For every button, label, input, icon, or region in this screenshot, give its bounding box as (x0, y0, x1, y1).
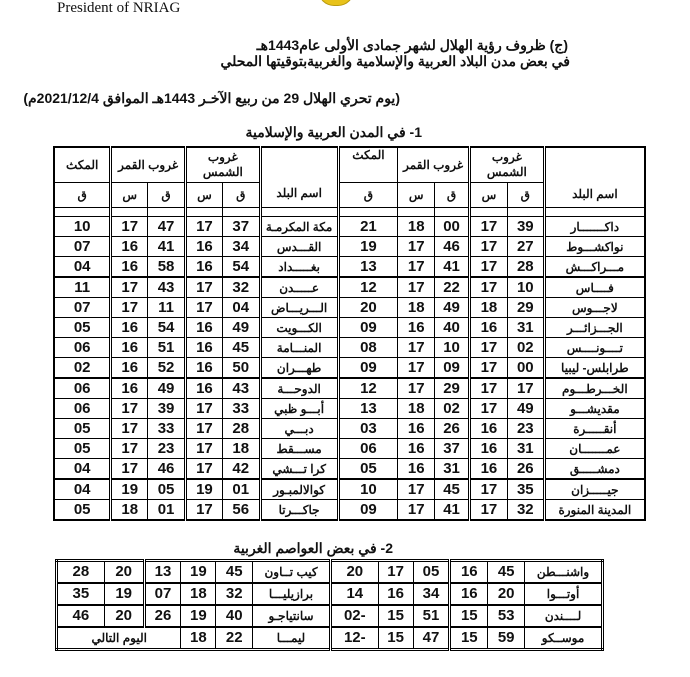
moonset-header: غروب القمر (111, 147, 186, 183)
hour-header: س (185, 183, 222, 208)
sunset-hour-cell: 17 (470, 257, 508, 278)
sunset-minute-cell: 32 (507, 500, 544, 521)
moonset-minute-cell: 47 (148, 217, 186, 237)
sunset-hour-cell: 16 (185, 338, 222, 358)
moonset-hour-cell: 16 (111, 237, 148, 257)
moonset-hour-cell: 19 (111, 479, 148, 500)
moonset-hour-cell: 17 (398, 338, 435, 358)
city-name-cell: الـــريـــاض (260, 298, 338, 318)
city-name-cell: موســكو (525, 627, 603, 650)
moonset-minute-cell: 45 (435, 479, 470, 500)
sunset-minute-cell: 31 (507, 318, 544, 338)
moonset-hour-cell: 17 (111, 217, 148, 237)
hour-header: س (398, 183, 435, 208)
moonset-hour-cell: 17 (398, 378, 435, 399)
sunset-hour-cell: 17 (185, 277, 222, 298)
moonset-hour-cell: 16 (398, 419, 435, 439)
sunset-hour-cell: 16 (185, 237, 222, 257)
sunset-hour-cell: 17 (185, 500, 222, 521)
moon-lag-cell: 05 (338, 459, 398, 480)
sunset-header: غروب الشمس (185, 147, 260, 183)
moon-lag-cell: 03 (338, 419, 398, 439)
city-name-cell: واشنـــطن (525, 561, 603, 584)
sunset-hour-cell: 17 (470, 479, 508, 500)
sunset-minute-cell: 59 (488, 627, 525, 650)
table-row (54, 257, 645, 278)
empty-cell (470, 208, 508, 217)
table-row (54, 378, 645, 399)
moonset-minute-cell: 01 (148, 500, 186, 521)
city-name-cell: مـــراكـــش (544, 257, 645, 278)
western-capitals-table (55, 559, 604, 651)
empty-cell (222, 208, 260, 217)
moonset-hour-cell: 18 (398, 217, 435, 237)
moonset-hour-cell: 15 (378, 605, 413, 627)
sunset-minute-cell: 54 (222, 257, 260, 278)
empty-cell (185, 208, 222, 217)
moonset-minute-cell: 05 (413, 561, 450, 584)
sunset-minute-cell: 37 (222, 217, 260, 237)
moonset-hour-cell: 17 (398, 257, 435, 278)
moonset-minute-cell: 41 (148, 237, 186, 257)
moonset-minute-cell: 37 (435, 439, 470, 459)
moonset-hour-cell: 17 (111, 399, 148, 419)
sunset-minute-cell: 53 (488, 605, 525, 627)
sunset-hour-cell: 19 (181, 561, 216, 584)
city-name-cell: لاجـــوس (544, 298, 645, 318)
nriag-emblem-icon (318, 0, 354, 6)
city-name-cell: بغـــــداد (260, 257, 338, 278)
moonset-hour-cell: 17 (111, 419, 148, 439)
moon-lag-cell: 06 (338, 439, 398, 459)
city-name-cell: عـــــدن (260, 277, 338, 298)
empty-cell (507, 208, 544, 217)
sunset-hour-cell: 18 (181, 627, 216, 650)
sunset-hour-cell: 16 (470, 419, 508, 439)
moonset-hour-cell: 20 (104, 561, 144, 584)
table-row (54, 237, 645, 257)
sunset-minute-cell: 04 (222, 298, 260, 318)
sunset-minute-cell: 27 (507, 237, 544, 257)
moonset-minute-cell: 54 (148, 318, 186, 338)
moonset-hour-cell: 19 (104, 583, 144, 605)
hour-header: س (111, 183, 148, 208)
sunset-hour-cell: 16 (185, 358, 222, 379)
sunset-hour-cell: 16 (470, 318, 508, 338)
sunset-minute-cell: 10 (507, 277, 544, 298)
sunset-minute-cell: 39 (507, 217, 544, 237)
moonset-minute-cell: 31 (435, 459, 470, 480)
moonset-hour-cell: 18 (398, 399, 435, 419)
sunset-hour-cell: 16 (185, 257, 222, 278)
moonset-hour-cell: 16 (111, 338, 148, 358)
moon-lag-cell: 08 (338, 338, 398, 358)
moon-lag-cell: 05 (54, 439, 111, 459)
hour-header: س (470, 183, 508, 208)
sunset-hour-cell: 17 (185, 419, 222, 439)
moonset-minute-cell: 47 (413, 627, 450, 650)
city-name-cell: دبـــي (260, 419, 338, 439)
document-title: (ج) ظروف رؤية الهلال لشهر جمادى الأولى عام1443هـ (256, 37, 568, 53)
empty-cell (338, 208, 398, 217)
moonset-minute-cell: 41 (435, 500, 470, 521)
sunset-minute-cell: 17 (507, 378, 544, 399)
moon-lag-cell: 12 (338, 378, 398, 399)
sunset-hour-cell: 18 (181, 583, 216, 605)
sunset-minute-cell: 26 (507, 459, 544, 480)
moonset-minute-cell: 49 (435, 298, 470, 318)
sunset-minute-cell: 18 (222, 439, 260, 459)
sunset-minute-cell: 50 (222, 358, 260, 379)
moon-lag-cell: 06 (54, 399, 111, 419)
observation-date-line: (يوم تحري الهلال 29 من ربيع الآخـر 1443هـ الموافق 2021/12/4م) (23, 90, 400, 106)
table-row (54, 500, 645, 521)
moonset-minute-cell: 10 (435, 338, 470, 358)
empty-cell (435, 208, 470, 217)
moonset-minute-cell: 26 (435, 419, 470, 439)
sunset-minute-cell: 49 (507, 399, 544, 419)
city-name-cell: الدوحـــة (260, 378, 338, 399)
moon-lag-cell: 21 (338, 217, 398, 237)
city-name-cell: القـــدس (260, 237, 338, 257)
next-day-note: اليوم التالي (57, 627, 181, 650)
city-name-cell: كوالالمبـور (260, 479, 338, 500)
sunset-hour-cell: 17 (470, 338, 508, 358)
sunset-minute-cell: 22 (216, 627, 253, 650)
sunset-minute-cell: 43 (222, 378, 260, 399)
moonset-header: غروب القمر (398, 147, 470, 183)
moonset-hour-cell: 17 (398, 500, 435, 521)
moonset-hour-cell: 17 (111, 277, 148, 298)
section2-heading: 2- في بعض العواصم الغربية (233, 540, 393, 556)
sunset-minute-cell: 31 (507, 439, 544, 459)
moonset-minute-cell: 46 (148, 459, 186, 480)
moon-lag-cell: 09 (338, 318, 398, 338)
city-header: اسم البلد (260, 147, 338, 208)
city-name-cell: مقديشـــو (544, 399, 645, 419)
sunset-minute-cell: 49 (222, 318, 260, 338)
sunset-hour-cell: 15 (450, 627, 488, 650)
moonset-hour-cell: 17 (398, 237, 435, 257)
moonset-hour-cell: 16 (398, 459, 435, 480)
sunset-minute-cell: 45 (222, 338, 260, 358)
moonset-hour-cell: 17 (398, 277, 435, 298)
moonset-minute-cell: 23 (148, 439, 186, 459)
city-name-cell: كرا تـــشي (260, 459, 338, 480)
moonset-hour-cell: 16 (111, 358, 148, 379)
moon-lag-cell: 13 (338, 399, 398, 419)
moon-lag-cell: 20 (330, 561, 378, 584)
city-name-cell: مســـقط (260, 439, 338, 459)
moon-lag-cell: 11 (54, 277, 111, 298)
moonset-minute-cell: 49 (148, 378, 186, 399)
moonset-minute-cell: 07 (144, 583, 181, 605)
minute-header: ق (54, 183, 111, 208)
sunset-hour-cell: 19 (185, 479, 222, 500)
table-row (54, 318, 645, 338)
city-name-cell: عمـــــــان (544, 439, 645, 459)
moon-lag-cell: 04 (54, 459, 111, 480)
table-row (57, 627, 603, 650)
table-row (57, 561, 603, 584)
table-row (57, 605, 603, 627)
city-name-cell: دمشـــــق (544, 459, 645, 480)
sunset-hour-cell: 16 (470, 439, 508, 459)
city-name-cell: الخـــرطـــوم (544, 378, 645, 399)
city-name-cell: أنقـــــرة (544, 419, 645, 439)
moonset-hour-cell: 16 (398, 318, 435, 338)
sunset-hour-cell: 17 (470, 237, 508, 257)
sunset-minute-cell: 23 (507, 419, 544, 439)
moon-lag-cell: 04 (54, 257, 111, 278)
moon-lag-cell: 14 (330, 583, 378, 605)
city-header: اسم البلد (544, 183, 645, 208)
moonset-minute-cell: 22 (435, 277, 470, 298)
moon-lag-cell: 12 (338, 277, 398, 298)
moon-lag-cell: 05 (54, 419, 111, 439)
moon-lag-cell: 13 (338, 257, 398, 278)
sunset-minute-cell: 42 (222, 459, 260, 480)
moonset-hour-cell: 16 (111, 257, 148, 278)
city-name-cell: تــــونــــس (544, 338, 645, 358)
sunset-minute-cell: 34 (222, 237, 260, 257)
moonset-minute-cell: 43 (148, 277, 186, 298)
president-caption: President of NRIAG (57, 0, 181, 16)
moon-lag-cell: 05 (54, 500, 111, 521)
table-row (54, 439, 645, 459)
sunset-minute-cell: 33 (222, 399, 260, 419)
moonset-minute-cell: 34 (413, 583, 450, 605)
moonset-minute-cell: 29 (435, 378, 470, 399)
sunset-hour-cell: 16 (185, 318, 222, 338)
moonset-hour-cell: 16 (111, 378, 148, 399)
sunset-hour-cell: 17 (470, 500, 508, 521)
city-name-cell: لــــندن (525, 605, 603, 627)
city-name-cell: داكـــــــار (544, 217, 645, 237)
moonset-minute-cell: 46 (435, 237, 470, 257)
moonset-minute-cell: 40 (435, 318, 470, 338)
moon-lag-cell: 10 (338, 479, 398, 500)
moonset-minute-cell: 41 (435, 257, 470, 278)
sunset-hour-cell: 16 (185, 378, 222, 399)
sunset-hour-cell: 16 (470, 459, 508, 480)
table-row (54, 419, 645, 439)
city-name-cell: نواكشـــوط (544, 237, 645, 257)
moonset-hour-cell: 20 (104, 605, 144, 627)
sunset-minute-cell: 00 (507, 358, 544, 379)
moonset-minute-cell: 52 (148, 358, 186, 379)
sunset-hour-cell: 17 (185, 459, 222, 480)
minute-header: ق (222, 183, 260, 208)
lag-header: المكث (54, 147, 111, 183)
sunset-minute-cell: 20 (488, 583, 525, 605)
table-header-row (54, 147, 645, 183)
sunset-minute-cell: 45 (488, 561, 525, 584)
city-name-cell: جاكـــرتا (260, 500, 338, 521)
moonset-minute-cell: 05 (148, 479, 186, 500)
moon-lag-cell: 04 (54, 479, 111, 500)
table-row (54, 459, 645, 480)
table-row (54, 217, 645, 237)
city-name-cell: جيـــــزان (544, 479, 645, 500)
minute-header: ق (507, 183, 544, 208)
sunset-hour-cell: 17 (185, 439, 222, 459)
arab-islamic-cities-table (53, 146, 646, 521)
minute-header: ق (148, 183, 186, 208)
empty-cell (544, 208, 645, 217)
moon-lag-cell: 20 (338, 298, 398, 318)
moonset-hour-cell: 16 (111, 318, 148, 338)
sunset-hour-cell: 17 (185, 399, 222, 419)
sunset-minute-cell: 28 (507, 257, 544, 278)
section1-heading: 1- في المدن العربية والإسلامية (245, 124, 422, 140)
moon-lag-cell: 05 (54, 318, 111, 338)
sunset-hour-cell: 17 (185, 217, 222, 237)
sunset-minute-cell: 45 (216, 561, 253, 584)
table-row (54, 298, 645, 318)
sunset-minute-cell: 32 (222, 277, 260, 298)
moon-lag-cell: 07 (54, 237, 111, 257)
city-name-cell: طهـــران (260, 358, 338, 379)
moon-lag-cell: 28 (57, 561, 105, 584)
moonset-hour-cell: 16 (378, 583, 413, 605)
city-name-cell: طرابلس- ليبيا (544, 358, 645, 379)
city-name-cell: الجـــزائـــر (544, 318, 645, 338)
table-row (54, 277, 645, 298)
moon-lag-cell: 10 (54, 217, 111, 237)
moonset-minute-cell: 09 (435, 358, 470, 379)
sunset-hour-cell: 17 (470, 378, 508, 399)
moon-lag-cell: 06 (54, 378, 111, 399)
table-row (54, 358, 645, 379)
moonset-hour-cell: 17 (111, 298, 148, 318)
moonset-minute-cell: 51 (413, 605, 450, 627)
table-row (54, 338, 645, 358)
sunset-hour-cell: 17 (470, 399, 508, 419)
moon-lag-cell: 46 (57, 605, 105, 627)
moonset-hour-cell: 17 (398, 358, 435, 379)
moonset-minute-cell: 33 (148, 419, 186, 439)
spacer-row (54, 208, 645, 217)
moonset-hour-cell: 18 (111, 500, 148, 521)
moonset-minute-cell: 51 (148, 338, 186, 358)
city-name-cell: المنـــامة (260, 338, 338, 358)
moon-lag-cell: 09 (338, 500, 398, 521)
city-name-cell: كيب تــاون (253, 561, 331, 584)
sunset-hour-cell: 17 (470, 358, 508, 379)
city-name-cell: أبـــو ظبي (260, 399, 338, 419)
city-name-cell: أوتـــوا (525, 583, 603, 605)
moon-lag-cell: 02- (330, 605, 378, 627)
sunset-hour-cell: 19 (181, 605, 216, 627)
sunset-minute-cell: 56 (222, 500, 260, 521)
empty-cell (260, 208, 338, 217)
city-name-cell: المدينة المنورة (544, 500, 645, 521)
sunset-hour-cell: 16 (450, 583, 488, 605)
table-subheader-row (54, 183, 645, 208)
city-name-cell: برازيليـــا (253, 583, 331, 605)
sunset-minute-cell: 32 (216, 583, 253, 605)
sunset-hour-cell: 17 (470, 277, 508, 298)
moonset-hour-cell: 16 (398, 439, 435, 459)
moon-lag-cell: 02 (54, 358, 111, 379)
table-row (54, 479, 645, 500)
sunset-hour-cell: 17 (185, 298, 222, 318)
city-name-cell: سانتياجـو (253, 605, 331, 627)
moonset-hour-cell: 17 (398, 479, 435, 500)
moonset-hour-cell: 15 (378, 627, 413, 650)
empty-cell (148, 208, 186, 217)
moonset-hour-cell: 18 (398, 298, 435, 318)
sunset-hour-cell: 18 (470, 298, 508, 318)
empty-cell (111, 208, 148, 217)
moonset-minute-cell: 39 (148, 399, 186, 419)
moonset-minute-cell: 00 (435, 217, 470, 237)
city-name-cell: فــــاس (544, 277, 645, 298)
city-header (544, 147, 645, 183)
city-name-cell: الكـــويت (260, 318, 338, 338)
moonset-hour-cell: 17 (378, 561, 413, 584)
moonset-minute-cell: 02 (435, 399, 470, 419)
sunset-minute-cell: 02 (507, 338, 544, 358)
city-name-cell: ليمـــا (253, 627, 331, 650)
sunset-hour-cell: 15 (450, 605, 488, 627)
moon-lag-cell: 19 (338, 237, 398, 257)
moon-lag-cell: 06 (54, 338, 111, 358)
moonset-hour-cell: 17 (111, 459, 148, 480)
table-row (54, 399, 645, 419)
sunset-hour-cell: 17 (470, 217, 508, 237)
table-row (57, 583, 603, 605)
city-name-cell: مكة المكرمـة (260, 217, 338, 237)
moonset-minute-cell: 26 (144, 605, 181, 627)
moonset-hour-cell: 17 (111, 439, 148, 459)
moonset-minute-cell: 11 (148, 298, 186, 318)
sunset-minute-cell: 01 (222, 479, 260, 500)
moonset-minute-cell: 13 (144, 561, 181, 584)
moon-lag-cell: 09 (338, 358, 398, 379)
minute-header: ق (435, 183, 470, 208)
empty-cell (398, 208, 435, 217)
sunset-hour-cell: 16 (450, 561, 488, 584)
document-subtitle: في بعض مدن البلاد العربية والإسلامية والغربيةبتوقيتها المحلي (220, 53, 570, 69)
moon-lag-cell: 35 (57, 583, 105, 605)
sunset-minute-cell: 29 (507, 298, 544, 318)
moon-lag-cell: 07 (54, 298, 111, 318)
moonset-minute-cell: 58 (148, 257, 186, 278)
lag-header: المكث (338, 147, 398, 183)
moon-lag-cell: 12- (330, 627, 378, 650)
minute-header: ق (338, 183, 398, 208)
sunset-minute-cell: 35 (507, 479, 544, 500)
sunset-minute-cell: 28 (222, 419, 260, 439)
sunset-minute-cell: 40 (216, 605, 253, 627)
empty-cell (54, 208, 111, 217)
sunset-header: غروب الشمس (470, 147, 545, 183)
